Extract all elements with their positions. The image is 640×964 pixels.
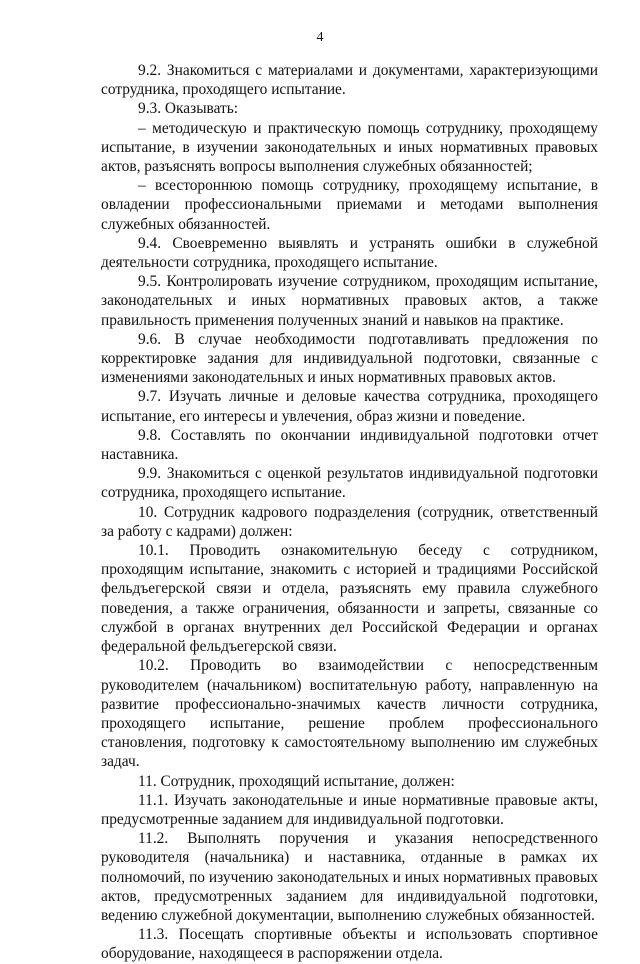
paragraph: 11.1. Изучать законодательные и иные нормативные правовые акты, предусмотренные заданием для индивидуальной подготовки.: [101, 791, 598, 828]
page-number: 4: [316, 30, 324, 45]
paragraph: 11.3. Посещать спортивные объекты и использовать спортивное оборудование, находящееся в распоряжении отдела.: [101, 926, 598, 963]
paragraph: 9.9. Знакомиться с оценкой результатов индивидуальной подготовки сотрудника, проходящего испытание.: [101, 465, 598, 502]
paragraph: 9.3. Оказывать:: [138, 100, 239, 118]
paragraph: – всестороннюю помощь сотруднику, проходящему испытание, в овладении профессиональными приемами и методами выполнения служебных обязанностей.: [101, 177, 598, 233]
paragraph: 11. Сотрудник, проходящий испытание, должен:: [138, 772, 455, 790]
paragraph: 10. Сотрудник кадрового подразделения (сотрудник, ответственный за работу с кадрами) должен:: [101, 503, 598, 540]
paragraph: 9.7. Изучать личные и деловые качества сотрудника, проходящего испытание, его интересы и увлечения, образ жизни и поведение.: [101, 388, 598, 425]
paragraph: 9.4. Своевременно выявлять и устранять ошибки в служебной деятельности сотрудника, проходящего испытание.: [101, 234, 598, 272]
paragraph: 9.6. В случае необходимости подготавливать предложения по корректировке задания для индивидуальной подготовки, связанные с изменениями законодательных и иных нормативных правовых актов.: [101, 330, 598, 387]
paragraph: 10.2. Проводить во взаимодействии с непосредственным руководителем (начальником) воспитательную работу, направленную на развитие профессионально-значимых качеств личности сотрудника, проходящего испытание, решение проблем профессионального становления, подготовку к самостоятельному выполнению им служебных задач.: [101, 657, 598, 771]
paragraph: 10.1. Проводить ознакомительную беседу с сотрудником, проходящим испытание, знакомить с историей и традициями Российской фельдъегерской связи и отдела, разъяснять ему правила служебного поведения, а также ограничения, обязанности и запреты, связанные со службой в органах внутренних дел Российской Федерации и органах федеральной фельдъегерской связи.: [101, 542, 598, 656]
paragraph: 9.2. Знакомиться с материалами и документами, характеризующими сотрудника, проходящего испытание.: [101, 62, 598, 99]
paragraph: 9.8. Составлять по окончании индивидуальной подготовки отчет наставника.: [101, 426, 598, 464]
document-body: [101, 61, 598, 964]
paragraph: – методическую и практическую помощь сотруднику, проходящему испытание, в изучении законодательных и иных нормативных правовых актов, разъяснять вопросы выполнения служебных обязанностей;: [101, 119, 598, 176]
paragraph: 9.5. Контролировать изучение сотрудником, проходящим испытание, законодательных и иных нормативных правовых актов, а также правильность применения полученных знаний и навыков на практике.: [101, 273, 598, 329]
paragraph: 11.2. Выполнять поручения и указания непосредственного руководителя (начальника) и наставника, отданные в рамках их полномочий, по изучению законодательных и иных нормативных правовых актов, предусмотренных заданием для индивидуальной подготовки, ведению служебной документации, выполнению служебных обязанностей.: [101, 830, 598, 924]
